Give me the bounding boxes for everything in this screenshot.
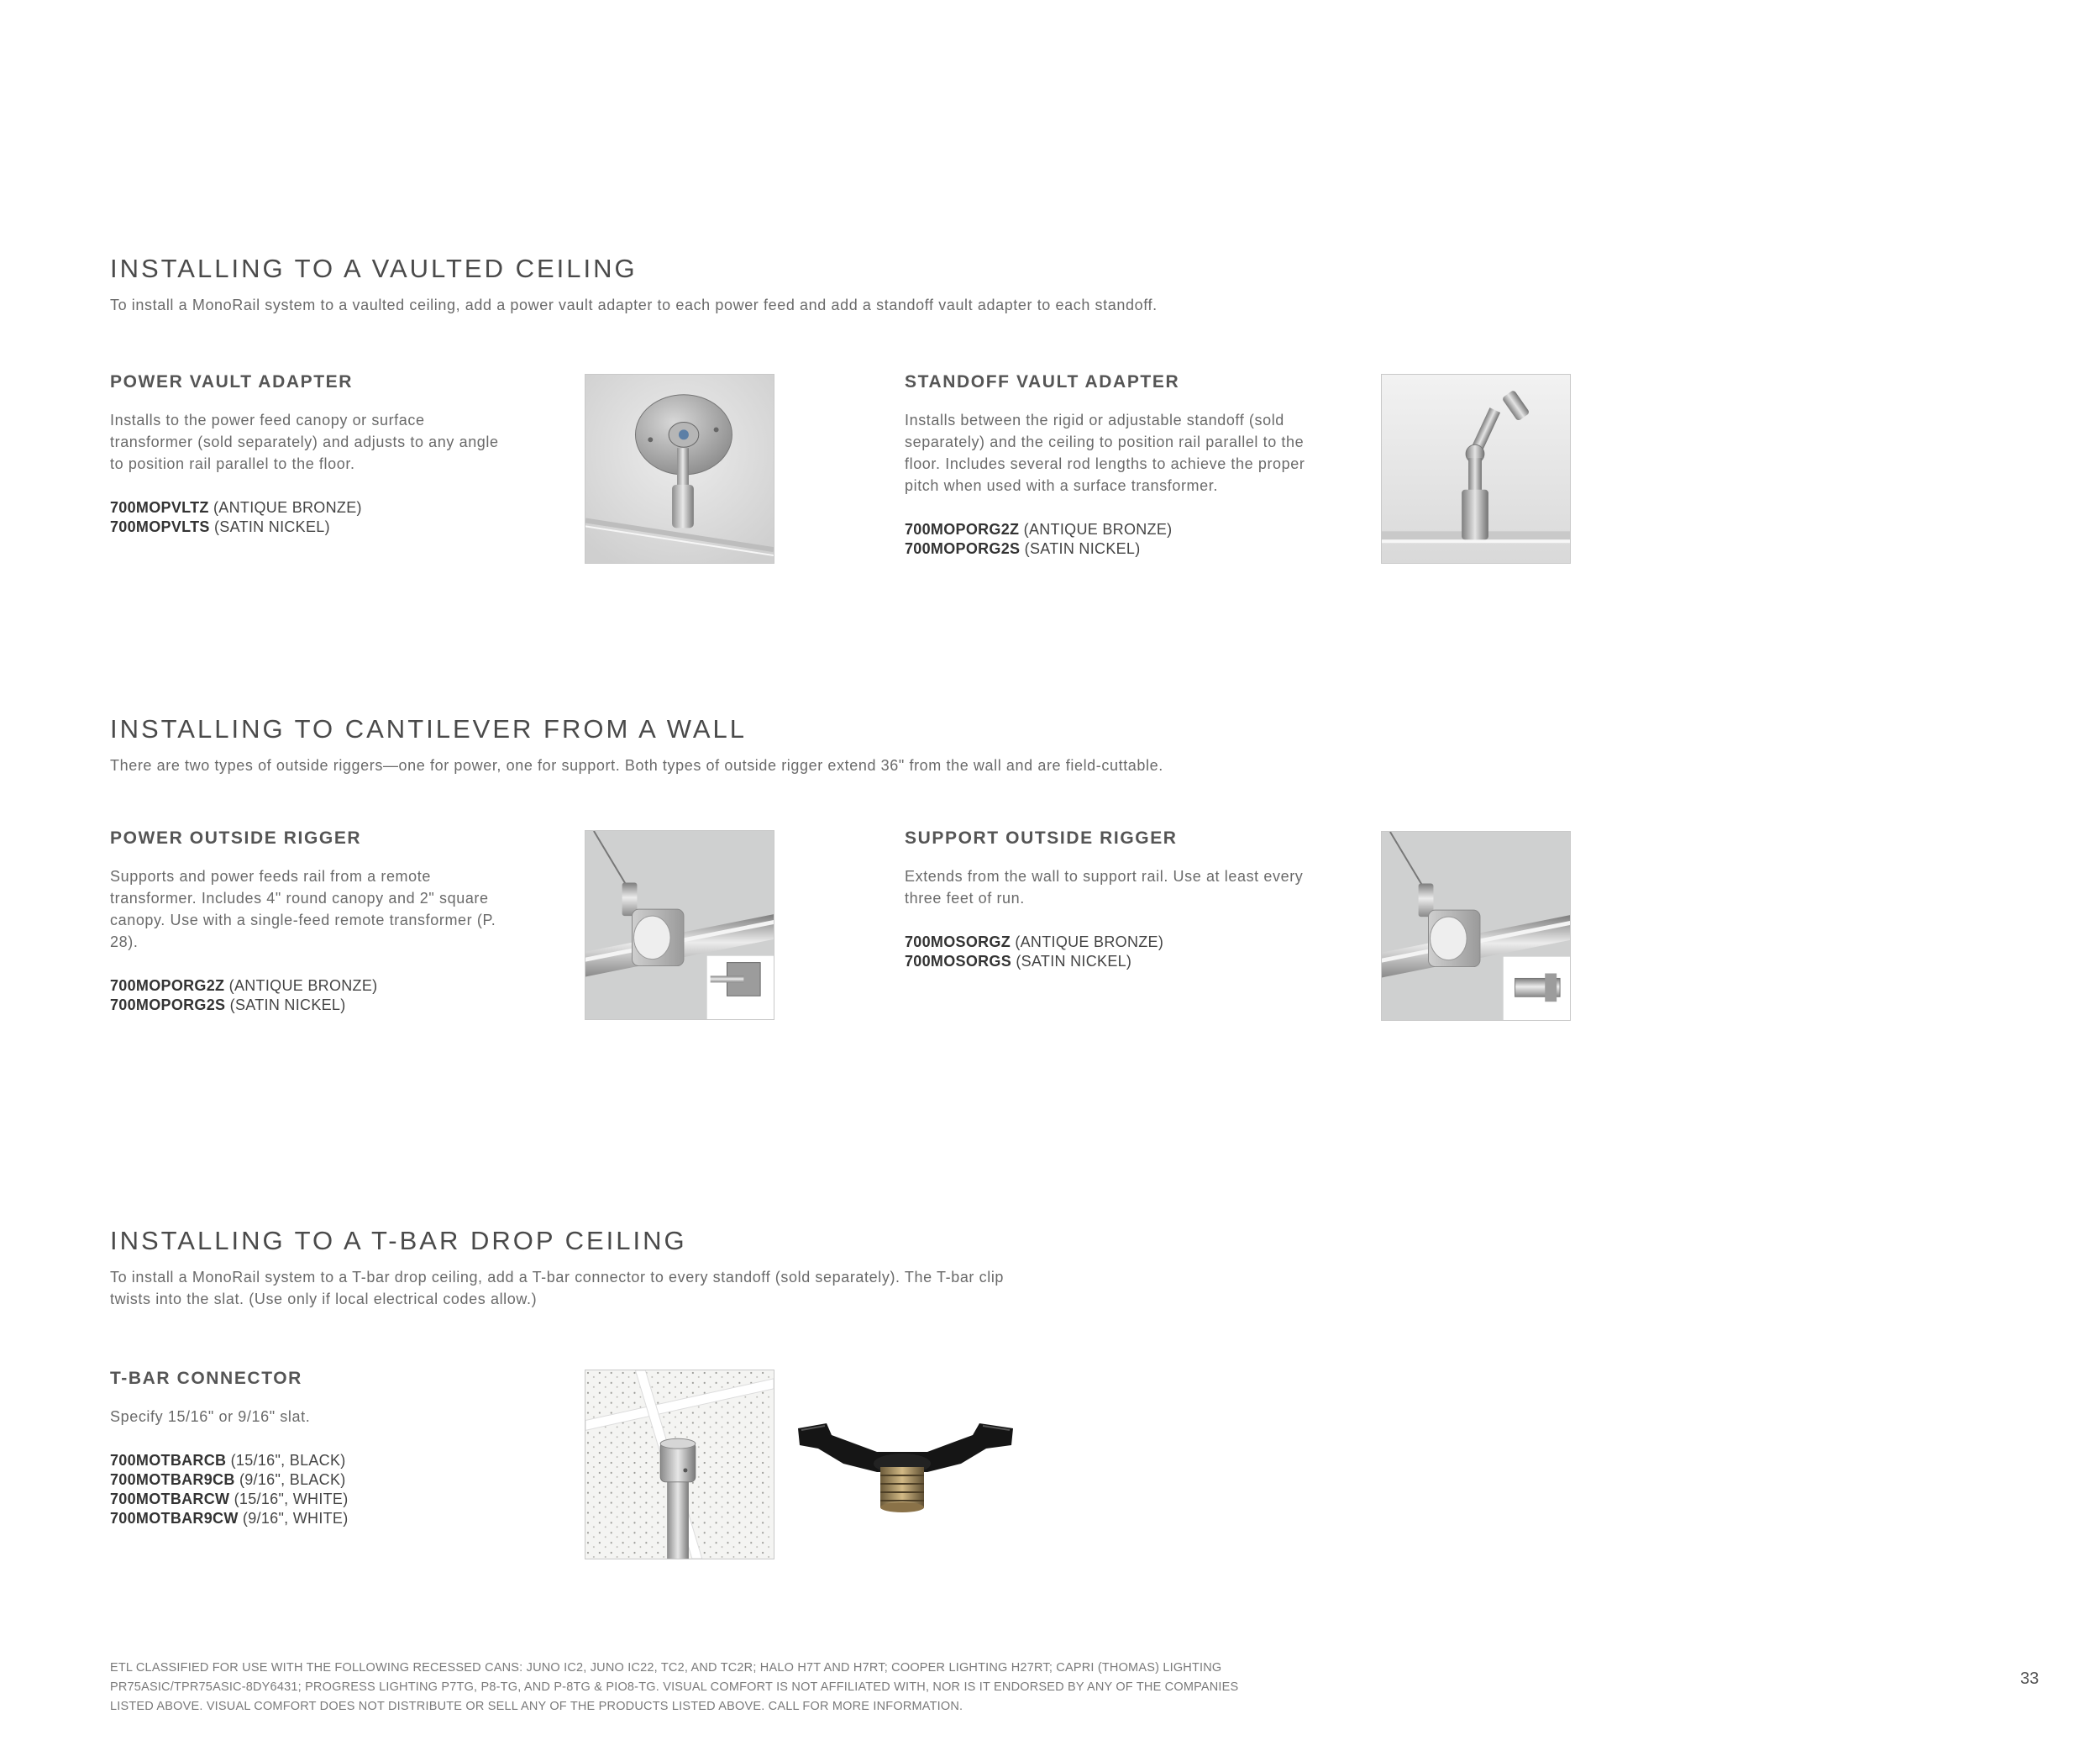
section-intro-tbar: To install a MonoRail system to a T-bar drop ceiling, add a T-bar connector to every standoff (sold separately). The T-bar clip twists into the slat. (Use only if local electrical codes allow.): [110, 1269, 1005, 1307]
item-description: Installs between the rigid or adjustable standoff (sold separately) and the ceiling to position rail parallel to the floor. Includes several rod lengths to achieve the proper pitch when used with a surface transformer.: [905, 412, 1305, 494]
sku-row: [905, 933, 1341, 952]
section-intro-cantilever: There are two types of outside riggers—one for power, one for support. Both types of outside rigger extend 36" from the wall and are field-cuttable.: [110, 757, 1163, 774]
sku-finish: (15/16", BLACK): [226, 1452, 346, 1469]
sku-code: 700MOTBAR9CB: [110, 1471, 235, 1488]
sku-finish: (ANTIQUE BRONZE): [208, 499, 362, 516]
sku-row: [110, 1509, 505, 1528]
sku-row: [110, 498, 505, 518]
sku-list: [110, 1451, 505, 1528]
sku-finish: (SATIN NICKEL): [209, 518, 330, 535]
sku-code: 700MOPORG2Z: [905, 521, 1020, 538]
item-title: POWER OUTSIDE RIGGER: [110, 828, 362, 848]
sku-code: 700MOSORGS: [905, 953, 1012, 970]
section-title-vaulted: INSTALLING TO A VAULTED CEILING: [110, 254, 638, 283]
sku-finish: (SATIN NICKEL): [1011, 953, 1132, 970]
sku-finish: (9/16", WHITE): [238, 1510, 349, 1527]
sku-row: [110, 996, 505, 1015]
item-title: STANDOFF VAULT ADAPTER: [905, 372, 1180, 392]
sku-finish: (SATIN NICKEL): [225, 996, 346, 1013]
sku-code: 700MOPORG2Z: [110, 977, 225, 994]
sku-finish: (ANTIQUE BRONZE): [224, 977, 378, 994]
t-bar-clip-photo: [793, 1412, 1020, 1521]
sku-row: [905, 520, 1341, 539]
sku-finish: (ANTIQUE BRONZE): [1019, 521, 1173, 538]
sku-code: 700MOPORG2S: [110, 996, 226, 1013]
section-intro-vaulted: To install a MonoRail system to a vaulted ceiling, add a power vault adapter to each power feed and add a standoff vault adapter to each standoff.: [110, 297, 1158, 313]
sku-row: [110, 518, 505, 537]
item-description: Installs to the power feed canopy or surface transformer (sold separately) and adjusts to any angle to position rail parallel to the floor.: [110, 412, 499, 472]
sku-row: [905, 539, 1341, 559]
sku-finish: (SATIN NICKEL): [1020, 540, 1141, 557]
page-number: 33: [2020, 1669, 2040, 1688]
sku-code: 700MOPVLTS: [110, 518, 210, 535]
power-vault-adapter-photo: [585, 374, 774, 564]
item-title: POWER VAULT ADAPTER: [110, 372, 354, 392]
sku-row: [110, 976, 505, 996]
sku-code: 700MOSORGZ: [905, 933, 1011, 950]
item-description: Specify 15/16" or 9/16" slat.: [110, 1408, 311, 1425]
standoff-vault-adapter-photo: [1381, 374, 1571, 564]
item-t-bar-connector: [110, 1369, 505, 1528]
section-title-tbar: INSTALLING TO A T-BAR DROP CEILING: [110, 1226, 687, 1255]
sku-code: 700MOTBARCB: [110, 1452, 227, 1469]
power-outside-rigger-photo: [585, 830, 774, 1020]
item-power-vault-adapter: [110, 372, 505, 537]
sku-code: 700MOTBAR9CW: [110, 1510, 239, 1527]
sku-row: [110, 1451, 505, 1470]
item-title: SUPPORT OUTSIDE RIGGER: [905, 828, 1178, 848]
sku-list: [905, 933, 1341, 971]
sku-list: [110, 498, 505, 537]
sku-code: 700MOPORG2S: [905, 540, 1021, 557]
legal-footnote: ETL CLASSIFIED FOR USE WITH THE FOLLOWING RECESSED CANS: JUNO IC2, JUNO IC22, TC2, AND TC2R; HALO H7T AND H7RT; COOPER LIGHTING H27RT; CAPRI (THOMAS) LIGHTING PR75ASIC/TPR75ASIC-8DY6431; PROGRESS LIGHTING P7TG, P8-TG, AND P-8TG & PIO8-TG. VISUAL COMFORT IS NOT AFFILIATED WITH, NOR IS IT ENDORSED BY ANY OF THE COMPANIES LISTED ABOVE. VISUAL COMFORT DOES NOT DISTRIBUTE OR SELL ANY OF THE PRODUCTS LISTED ABOVE. CALL FOR MORE INFORMATION.: [110, 1661, 1239, 1713]
sku-list: [110, 976, 505, 1015]
sku-list: [905, 520, 1341, 559]
item-description: Extends from the wall to support rail. Use at least every three feet of run.: [905, 868, 1304, 907]
support-outside-rigger-photo: [1381, 831, 1571, 1021]
sku-row: [110, 1490, 505, 1509]
sku-row: [905, 952, 1341, 971]
item-standoff-vault-adapter: [905, 372, 1341, 559]
sku-finish: (ANTIQUE BRONZE): [1011, 933, 1164, 950]
sku-code: 700MOTBARCW: [110, 1491, 230, 1507]
t-bar-ceiling-photo: [585, 1370, 774, 1559]
sku-finish: (15/16", WHITE): [229, 1491, 349, 1507]
item-support-outside-rigger: [905, 828, 1341, 971]
sku-row: [110, 1470, 505, 1490]
item-power-outside-rigger: [110, 828, 505, 1015]
item-title: T-BAR CONNECTOR: [110, 1369, 302, 1388]
item-description: Supports and power feeds rail from a remote transformer. Includes 4" round canopy and 2" square canopy. Use with a single-feed remote transformer (P. 28).: [110, 868, 496, 950]
sku-code: 700MOPVLTZ: [110, 499, 209, 516]
section-title-cantilever: INSTALLING TO CANTILEVER FROM A WALL: [110, 714, 748, 744]
sku-finish: (9/16", BLACK): [234, 1471, 346, 1488]
